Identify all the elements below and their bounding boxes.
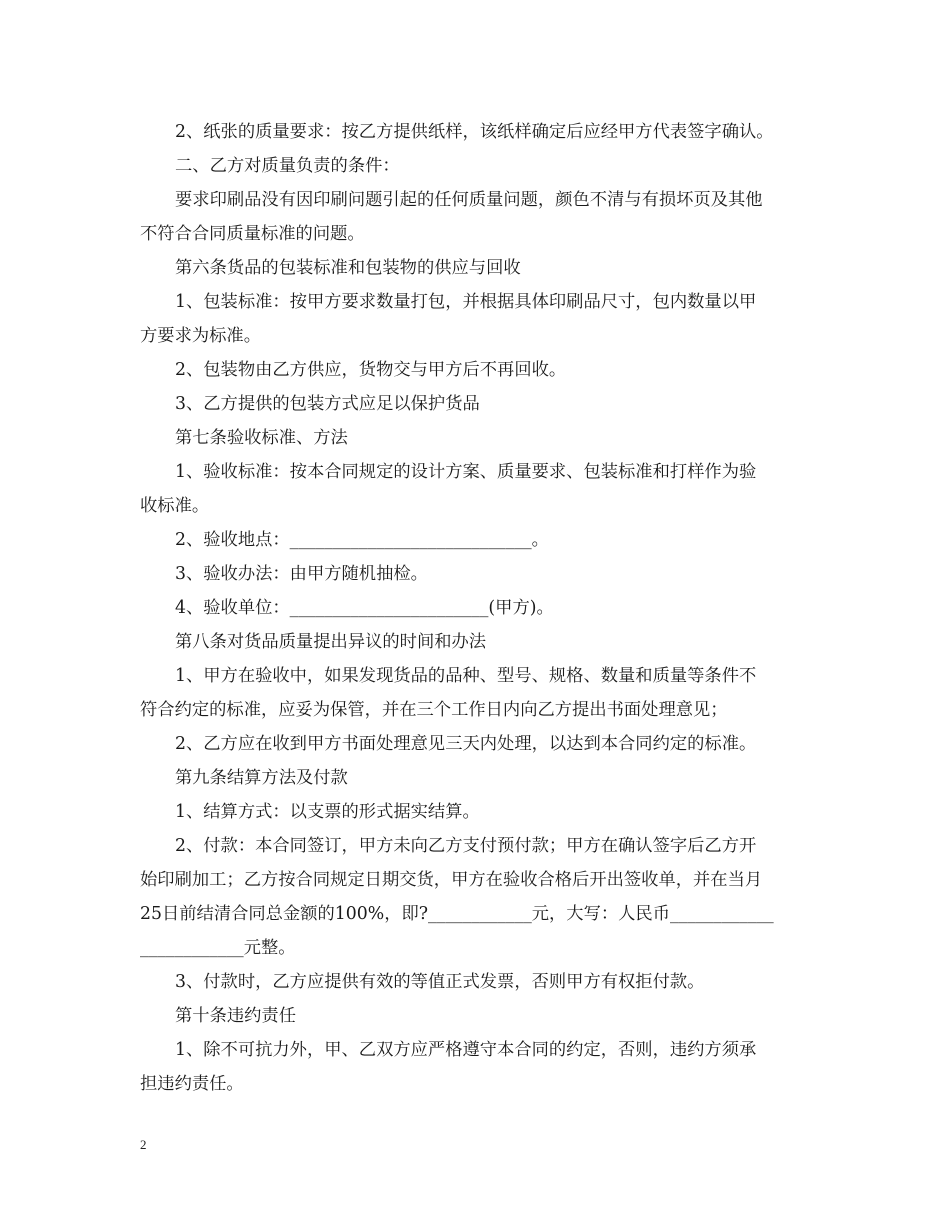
paragraph-line: 1、除不可抗力外，甲、乙双方应严格遵守本合同的约定，否则，违约方须承 xyxy=(175,1040,757,1060)
section-heading: 二、乙方对质量负责的条件： xyxy=(175,156,400,176)
paragraph-line: 25日前结清合同总金额的100%，即?____________元，大写：人民币____________ xyxy=(140,904,774,924)
paragraph-line: 方要求为标准。 xyxy=(140,326,261,346)
article-heading: 第十条违约责任 xyxy=(175,1006,296,1026)
paragraph-line: 3、验收办法：由甲方随机抽检。 xyxy=(175,564,428,584)
paragraph-line: 1、甲方在验收中，如果发现货品的品种、型号、规格、数量和质量等条件不 xyxy=(175,666,757,686)
article-heading: 第六条货品的包装标准和包装物的供应与回收 xyxy=(175,258,521,278)
article-heading: 第八条对货品质量提出异议的时间和办法 xyxy=(175,632,487,652)
paragraph-line: 不符合合同质量标准的问题。 xyxy=(140,224,365,244)
paragraph-line: 2、付款：本合同签订，甲方未向乙方支付预付款；甲方在确认签字后乙方开 xyxy=(175,836,757,856)
document-body xyxy=(140,115,812,1101)
paragraph-line: 4、验收单位：_______________________(甲方)。 xyxy=(175,598,554,618)
paragraph-line: 符合约定的标准，应妥为保管，并在三个工作日内向乙方提出书面处理意见； xyxy=(140,700,728,720)
article-heading: 第九条结算方法及付款 xyxy=(175,768,348,788)
paragraph-line: 3、乙方提供的包装方式应足以保护货品 xyxy=(175,394,480,414)
paragraph-line: 2、验收地点：____________________________。 xyxy=(175,530,549,550)
article-heading: 第七条验收标准、方法 xyxy=(175,428,348,448)
paragraph-line: 1、验收标准：按本合同规定的设计方案、质量要求、包装标准和打样作为验 xyxy=(175,462,757,482)
paragraph-line: 担违约责任。 xyxy=(140,1074,244,1094)
paragraph-line: ____________元整。 xyxy=(140,938,296,958)
paragraph-line: 1、包装标准：按甲方要求数量打包，并根据具体印刷品尺寸，包内数量以甲 xyxy=(175,292,757,312)
paragraph-line: 1、结算方式：以支票的形式据实结算。 xyxy=(175,802,480,822)
paragraph-line: 3、付款时，乙方应提供有效的等值正式发票，否则甲方有权拒付款。 xyxy=(175,972,705,992)
paragraph-line: 始印刷加工；乙方按合同规定日期交货，甲方在验收合格后开出签收单，并在当月 xyxy=(140,870,763,890)
page-number: 2 xyxy=(140,1137,147,1152)
paragraph-line: 收标准。 xyxy=(140,496,210,516)
paragraph-line: 2、乙方应在收到甲方书面处理意见三天内处理，以达到本合同约定的标准。 xyxy=(175,734,757,754)
paragraph-line: 2、纸张的质量要求：按乙方提供纸样，该纸样确定后应经甲方代表签字确认。 xyxy=(175,122,774,142)
paragraph-line: 要求印刷品没有因印刷问题引起的任何质量问题，颜色不清与有损坏页及其他 xyxy=(175,190,763,210)
paragraph-line: 2、包装物由乙方供应，货物交与甲方后不再回收。 xyxy=(175,360,567,380)
